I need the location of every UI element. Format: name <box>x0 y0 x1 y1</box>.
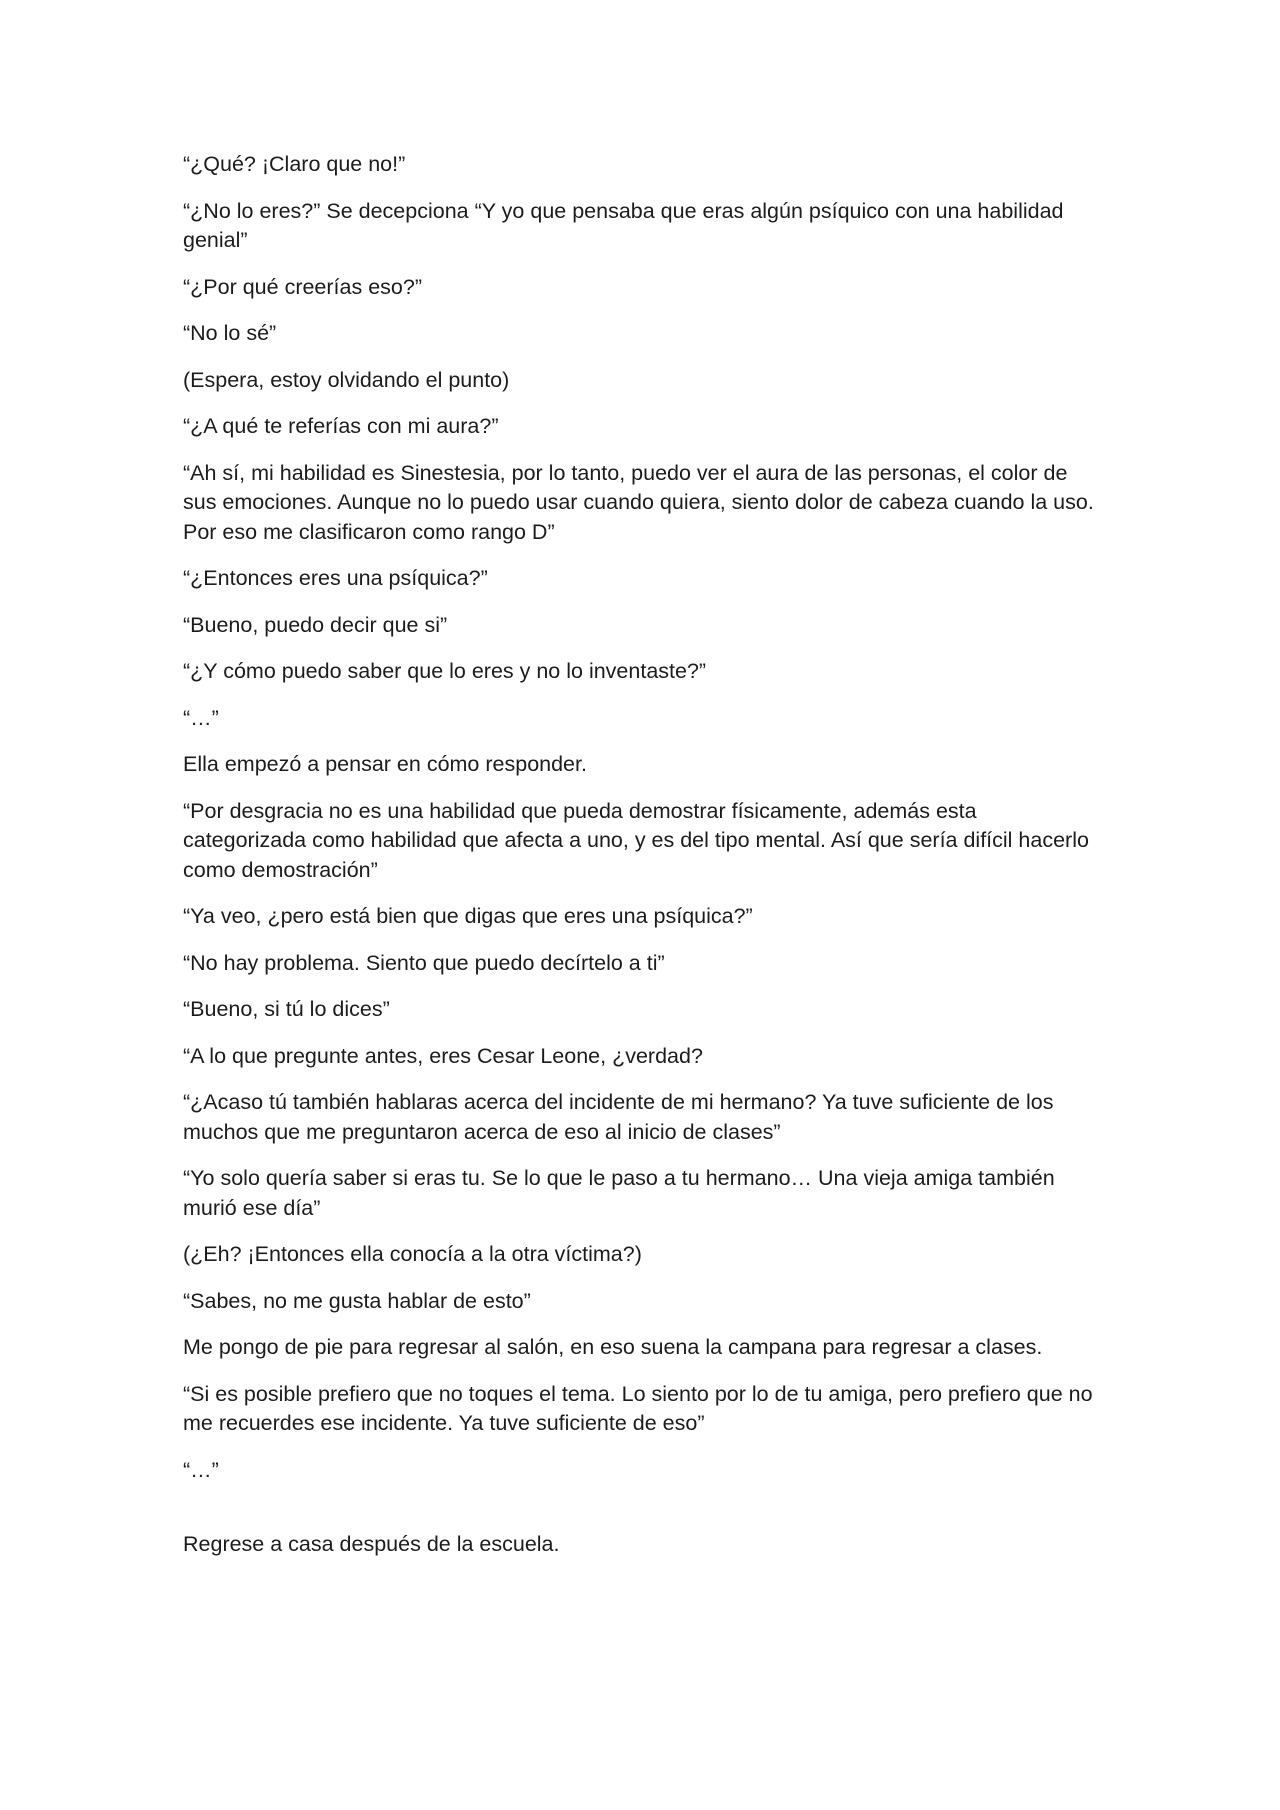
paragraph-13: “Por desgracia no es una habilidad que pueda demostrar físicamente, además esta categorizada como habilidad que afecta a uno, y es del tipo mental. Así que sería difícil hacerlo como demostración” <box>183 798 1089 882</box>
paragraph-22: Me pongo de pie para regresar al salón, en eso suena la campana para regresar a clases. <box>183 1335 1043 1359</box>
paragraph-24: “…” <box>183 1457 219 1482</box>
paragraph-2: “¿No lo eres?” Se decepciona “Y yo que pensaba que eras algún psíquico con una habilidad genial” <box>183 198 1064 252</box>
document-body <box>183 150 1103 1577</box>
paragraph-23: “Si es posible prefiero que no toques el tema. Lo siento por lo de tu amiga, pero prefiero que no me recuerdes ese incidente. Ya tuve suficiente de eso” <box>183 1381 1093 1435</box>
paragraph-11: “…” <box>183 705 219 730</box>
paragraph-21: “Sabes, no me gusta hablar de esto” <box>183 1288 531 1313</box>
paragraph-16: “Bueno, si tú lo dices” <box>183 997 390 1021</box>
paragraph-7: “Ah sí, mi habilidad es Sinestesia, por lo tanto, puedo ver el aura de las personas, el color de sus emociones. Aunque no lo puedo usar cuando quiera, siento dolor de cabeza cuando la uso. Por eso me clasificaron como rango D” <box>183 460 1094 544</box>
paragraph-4: “No lo sé” <box>183 321 277 345</box>
paragraph-9: “Bueno, puedo decir que si” <box>183 612 448 637</box>
paragraph-15: “No hay problema. Siento que puedo decírtelo a ti” <box>183 950 665 975</box>
paragraph-18: “¿Acaso tú también hablaras acerca del incidente de mi hermano? Ya tuve suficiente de los muchos que me preguntaron acerca de eso al inicio de clases” <box>183 1090 1054 1144</box>
paragraph-10: “¿Y cómo puedo saber que lo eres y no lo inventaste?” <box>183 659 707 683</box>
paragraph-6: “¿A qué te referías con mi aura?” <box>183 414 499 438</box>
paragraph-20: (¿Eh? ¡Entonces ella conocía a la otra víctima?) <box>183 1242 642 1266</box>
paragraph-19: “Yo solo quería saber si eras tu. Se lo que le paso a tu hermano… Una vieja amiga también murió ese día” <box>183 1166 1055 1220</box>
paragraph-8: “¿Entonces eres una psíquica?” <box>183 566 488 590</box>
paragraph-25: Regrese a casa después de la escuela. <box>183 1532 560 1556</box>
paragraph-1: “¿Qué? ¡Claro que no!” <box>183 152 406 176</box>
paragraph-12: Ella empezó a pensar en cómo responder. <box>183 752 587 776</box>
paragraph-3: “¿Por qué creerías eso?” <box>183 274 422 299</box>
paragraph-17: “A lo que pregunte antes, eres Cesar Leone, ¿verdad? <box>183 1043 703 1068</box>
paragraph-14: “Ya veo, ¿pero está bien que digas que eres una psíquica?” <box>183 904 753 928</box>
paragraph-5: (Espera, estoy olvidando el punto) <box>183 367 510 392</box>
